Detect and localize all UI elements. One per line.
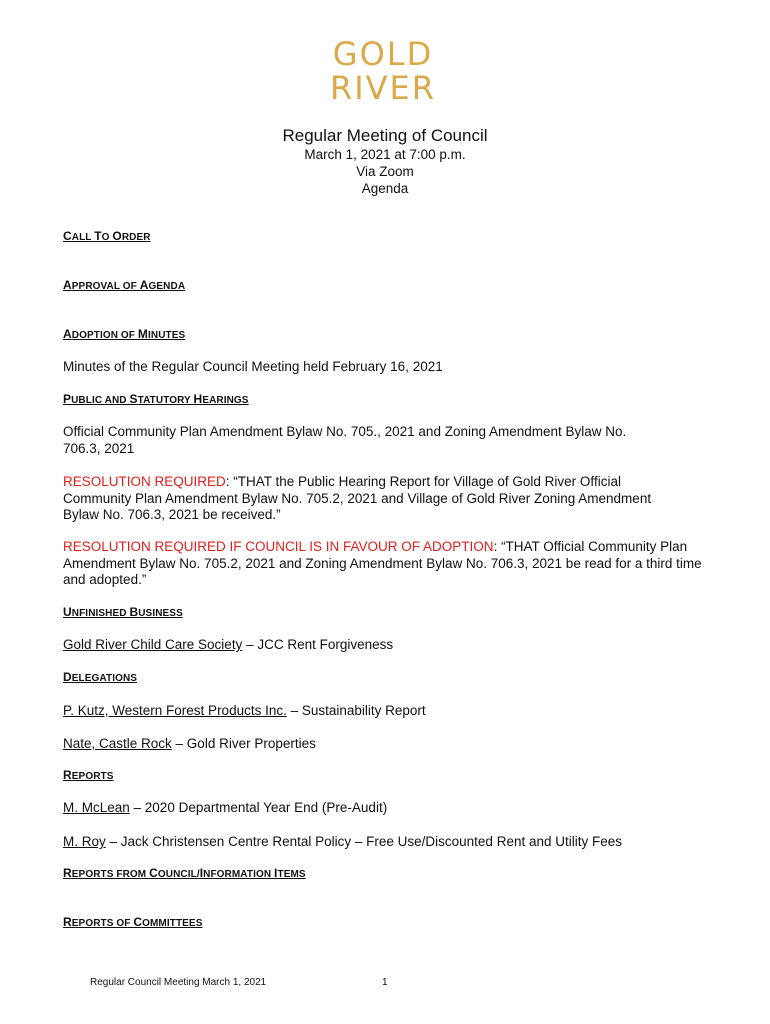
header [0, 126, 770, 197]
logo-line2: RIVER [329, 69, 437, 104]
heading-reports-of-committees: REPORTS OF COMMITTEES [63, 915, 203, 929]
doc-type: Agenda [361, 181, 409, 196]
report-link-2[interactable]: M. Roy [63, 834, 106, 849]
resolution-2-label: RESOLUTION REQUIRED IF COUNCIL IS IN FAVOUR OF ADOPTION [63, 539, 494, 554]
report-item-2: M. Roy – Jack Christensen Centre Rental Policy – Free Use/Discounted Rent and Utility Fees [63, 834, 622, 849]
page-title: Regular Meeting of Council [282, 126, 488, 145]
resolution-2 [63, 539, 703, 589]
delegation-link-1[interactable]: P. Kutz, Western Forest Products Inc. [63, 703, 287, 718]
minutes-item: Minutes of the Regular Council Meeting held February 16, 2021 [63, 359, 443, 374]
gold-river-logo [313, 36, 453, 104]
resolution-2-text: : “THAT Official Community Plan Amendment Bylaw No. 705.2, 2021 and Zoning Amendment Bylaw No. 706.3, 2021 be read for a third time and adopted.” [63, 539, 702, 587]
resolution-1-text: : “THAT the Public Hearing Report for Village of Gold River Official Community Plan Amendment Bylaw No. 705.2, 2021 and Village of Gold River Zoning Amendment Bylaw No. 706.3, 2021 be received.” [63, 474, 652, 522]
report-link-1[interactable]: M. McLean [63, 800, 130, 815]
delegation-item-1: P. Kutz, Western Forest Products Inc. – Sustainability Report [63, 703, 426, 718]
heading-delegations: DELEGATIONS [63, 670, 138, 684]
resolution-1 [63, 474, 683, 524]
resolution-1-label: RESOLUTION REQUIRED [63, 474, 226, 489]
heading-call-to-order: CALL TO ORDER [63, 229, 151, 243]
meeting-location: Via Zoom [356, 164, 414, 179]
heading-approval-of-agenda: APPROVAL OF AGENDA [63, 278, 186, 292]
heading-public-hearings: PUBLIC AND STATUTORY HEARINGS [63, 392, 249, 406]
heading-reports: REPORTS [63, 768, 114, 782]
delegation-item-2: Nate, Castle Rock – Gold River Properties [63, 736, 316, 751]
logo-line1: GOLD [332, 36, 434, 73]
hearing-item: Official Community Plan Amendment Bylaw No. 705., 2021 and Zoning Amendment Bylaw No. 706.3, 2021 [63, 424, 627, 456]
unfinished-link[interactable]: Gold River Child Care Society [63, 637, 243, 652]
report-item-1: M. McLean – 2020 Departmental Year End (Pre-Audit) [63, 800, 388, 815]
page-number: 1 [382, 977, 388, 988]
heading-reports-from-council: REPORTS FROM COUNCIL/INFORMATION ITEMS [63, 866, 306, 880]
meeting-date: March 1, 2021 at 7:00 p.m. [304, 147, 466, 162]
unfinished-item: Gold River Child Care Society – JCC Rent Forgiveness [63, 637, 394, 652]
footer-label: Regular Council Meeting March 1, 2021 [90, 977, 267, 988]
heading-adoption-of-minutes: ADOPTION OF MINUTES [63, 327, 186, 341]
delegation-link-2[interactable]: Nate, Castle Rock [63, 736, 172, 751]
heading-unfinished-business: UNFINISHED BUSINESS [63, 605, 183, 619]
